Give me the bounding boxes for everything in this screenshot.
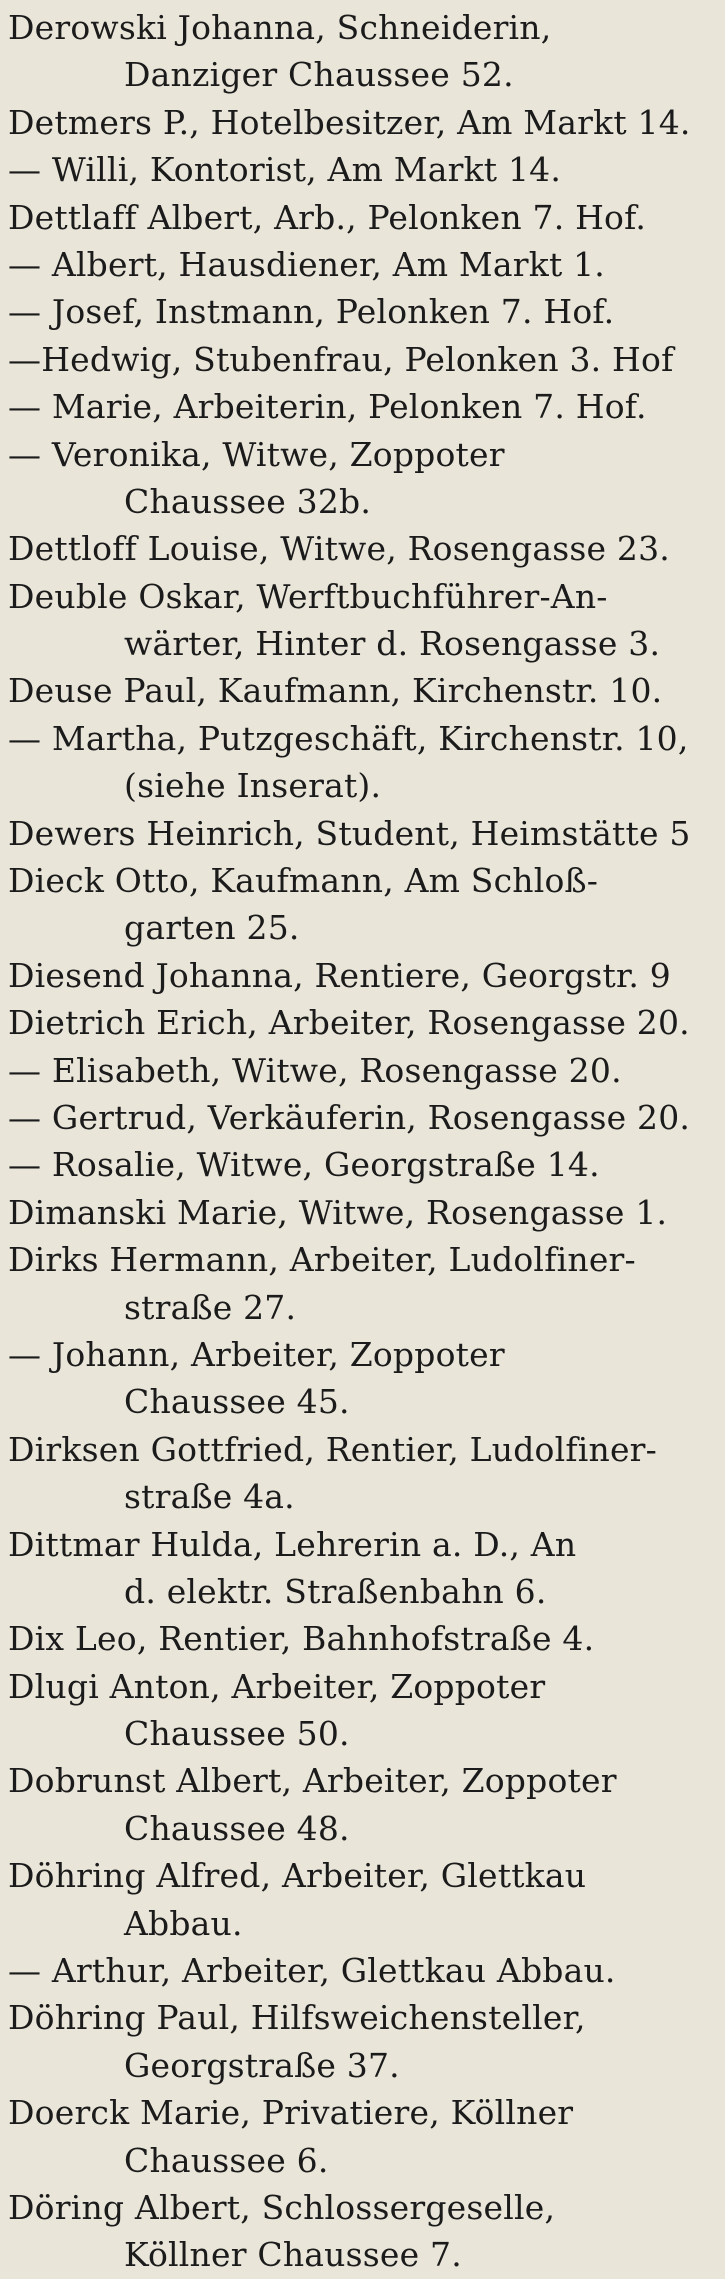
directory-entry-line: Doerck Marie, Privatiere, Köllner [8, 2093, 574, 2133]
directory-entry-line: Dirks Hermann, Arbeiter, Ludolfiner- [8, 1240, 636, 1280]
directory-entry-line: Dieck Otto, Kaufmann, Am Schloß- [8, 861, 599, 901]
directory-entry-continuation: Chaussee 6. [124, 2140, 329, 2180]
directory-entry-continuation: Danziger Chaussee 52. [124, 55, 514, 95]
directory-entry-line: — Arthur, Arbeiter, Glettkau Abbau. [8, 1951, 616, 1991]
directory-entry-continuation: d. elektr. Straßenbahn 6. [124, 1571, 547, 1611]
directory-entry-line: Dewers Heinrich, Student, Heimstätte 5 [8, 813, 691, 853]
directory-entry-line: Dobrunst Albert, Arbeiter, Zoppoter [8, 1761, 617, 1801]
directory-entry-line: — Johann, Arbeiter, Zoppoter [8, 1334, 505, 1374]
directory-entry-line: — Veronika, Witwe, Zoppoter [8, 434, 505, 474]
directory-entry-line: Dix Leo, Rentier, Bahnhofstraße 4. [8, 1619, 595, 1659]
directory-entry-continuation: Georgstraße 37. [124, 2045, 400, 2085]
directory-entry-line: Deuble Oskar, Werftbuchführer-An- [8, 576, 608, 616]
directory-entry-line: Döhring Alfred, Arbeiter, Glettkau [8, 1856, 587, 1896]
directory-entry-line: Dimanski Marie, Witwe, Rosengasse 1. [8, 1192, 668, 1232]
directory-entry-line: Döhring Paul, Hilfsweichensteller, [8, 1998, 586, 2038]
directory-entry-line: — Gertrud, Verkäuferin, Rosengasse 20. [8, 1097, 691, 1137]
directory-entry-line: — Martha, Putzgeschäft, Kirchenstr. 10, [8, 718, 689, 758]
directory-entry-line: — Willi, Kontorist, Am Markt 14. [8, 150, 562, 190]
directory-entry-continuation: Chaussee 32b. [124, 481, 372, 521]
directory-entry-line: — Albert, Hausdiener, Am Markt 1. [8, 244, 605, 284]
directory-entry-line: —Hedwig, Stubenfrau, Pelonken 3. Hof [8, 339, 674, 379]
directory-entry-continuation: (siehe Inserat). [124, 766, 382, 806]
directory-entry-line: Diesend Johanna, Rentiere, Georgstr. 9 [8, 955, 671, 995]
directory-entry-continuation: straße 27. [124, 1287, 297, 1327]
directory-entry-continuation: Chaussee 45. [124, 1382, 350, 1422]
directory-entry-continuation: wärter, Hinter d. Rosengasse 3. [124, 624, 661, 664]
directory-entry-line: Dirksen Gottfried, Rentier, Ludolfiner- [8, 1429, 658, 1469]
directory-entry-continuation: Abbau. [124, 1903, 243, 1943]
directory-entry-line: Detmers P., Hotelbesitzer, Am Markt 14. [8, 102, 691, 142]
directory-entry-line: Derowski Johanna, Schneiderin, [8, 8, 552, 47]
directory-entry-line: — Elisabeth, Witwe, Rosengasse 20. [8, 1050, 622, 1090]
directory-entry-line: Dettloff Louise, Witwe, Rosengasse 23. [8, 529, 670, 569]
directory-entry-continuation: garten 25. [124, 908, 300, 948]
directory-entry-line: Dlugi Anton, Arbeiter, Zoppoter [8, 1666, 546, 1706]
directory-entry-continuation: Köllner Chaussee 7. [124, 2235, 462, 2275]
directory-entry-line: Dittmar Hulda, Lehrerin a. D., An [8, 1524, 577, 1564]
directory-entry-continuation: straße 4a. [124, 1477, 295, 1517]
directory-entry-line: Deuse Paul, Kaufmann, Kirchenstr. 10. [8, 671, 663, 711]
directory-entry-line: — Marie, Arbeiterin, Pelonken 7. Hof. [8, 387, 647, 427]
directory-entry-line: — Rosalie, Witwe, Georgstraße 14. [8, 1145, 600, 1185]
directory-entry-continuation: Chaussee 48. [124, 1808, 350, 1848]
directory-entry-line: Dettlaff Albert, Arb., Pelonken 7. Hof. [8, 197, 647, 237]
directory-entry-line: Dietrich Erich, Arbeiter, Rosengasse 20. [8, 1003, 690, 1043]
directory-entry-continuation: Chaussee 50. [124, 1714, 350, 1754]
directory-entry-line: Döring Albert, Schlossergeselle, [8, 2187, 556, 2227]
directory-entry-line: — Josef, Instmann, Pelonken 7. Hof. [8, 292, 615, 332]
